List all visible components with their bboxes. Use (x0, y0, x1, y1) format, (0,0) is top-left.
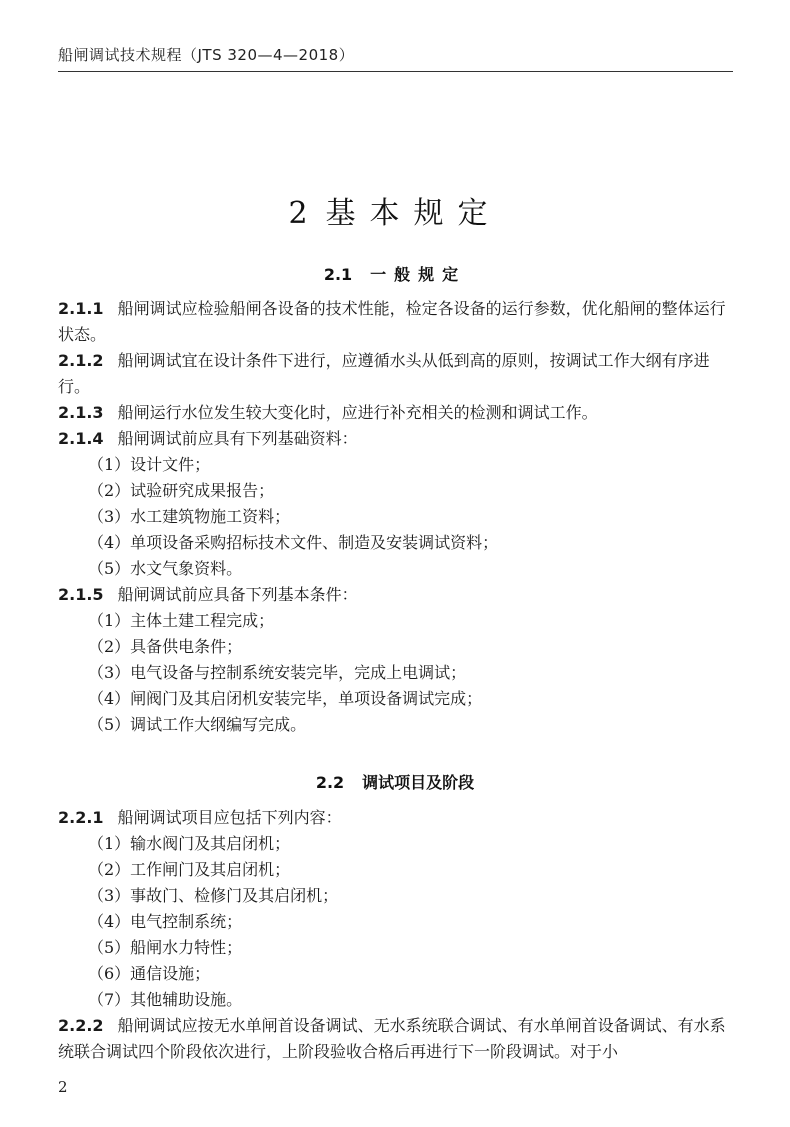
clause-text: 船闸调试应检验船闸各设备的技术性能，检定各设备的运行参数，优化船闸的整体运行状态。 (58, 299, 726, 344)
clause-number: 2.2.2 (58, 1016, 104, 1035)
clause-2-1-3 (58, 400, 738, 426)
list-item: （2）工作闸门及其启闭机； (88, 860, 291, 879)
section-heading-2-1 (0, 262, 790, 285)
list-item: （4）闸阀门及其启闭机安装完毕，单项设备调试完成； (88, 689, 483, 708)
list-item: （1）设计文件； (88, 455, 211, 474)
clause-2-2-1 (58, 805, 738, 831)
clause-text: 船闸调试前应具备下列基本条件： (117, 585, 358, 604)
clause-text: 船闸运行水位发生较大变化时，应进行补充相关的检测和调试工作。 (117, 403, 598, 422)
list-item: （1）输水阀门及其启闭机； (88, 834, 291, 853)
clause-text: 船闸调试宜在设计条件下进行，应遵循水头从低到高的原则，按调试工作大纲有序进行。 (58, 351, 710, 396)
list-item: （3）电气设备与控制系统安装完毕，完成上电调试； (88, 663, 467, 682)
header-rule (58, 71, 733, 72)
clause-number: 2.1.1 (58, 299, 104, 318)
clause-number: 2.1.5 (58, 585, 104, 604)
list-item: （2）具备供电条件； (88, 637, 243, 656)
page-number: 2 (58, 1078, 68, 1096)
list-item: （6）通信设施； (88, 964, 211, 983)
section-2-2-body (58, 805, 738, 1065)
section-heading-2-2 (0, 770, 790, 793)
chapter-title (0, 188, 790, 232)
clause-text: 船闸调试前应具有下列基础资料： (117, 429, 358, 448)
clause-2-1-5 (58, 582, 738, 608)
clause-text: 船闸调试应按无水单闸首设备调试、无水系统联合调试、有水单闸首设备调试、有水系统联合调试四个阶段依次进行，上阶段验收合格后再进行下一阶段调试。对于小 (58, 1016, 726, 1061)
section-2-1-body (58, 296, 738, 738)
clause-number: 2.2.1 (58, 808, 104, 827)
list-item: （3）水工建筑物施工资料； (88, 507, 291, 526)
list-item: （4）单项设备采购招标技术文件、制造及安装调试资料； (88, 533, 499, 552)
clause-2-2-2 (58, 1013, 738, 1065)
section-number: 2.2 (315, 773, 345, 792)
list-item: （5）水文气象资料。 (88, 559, 243, 578)
clause-number: 2.1.2 (58, 351, 104, 370)
clause-number: 2.1.3 (58, 403, 104, 422)
clause-number: 2.1.4 (58, 429, 104, 448)
list-item: （1）主体土建工程完成； (88, 611, 275, 630)
clause-2-1-1 (58, 296, 738, 348)
section-title: 一般规定 (370, 265, 467, 284)
list-item: （2）试验研究成果报告； (88, 481, 275, 500)
list-item: （5）船闸水力特性； (88, 938, 243, 957)
section-title: 调试项目及阶段 (362, 773, 475, 792)
clause-text: 船闸调试项目应包括下列内容： (117, 808, 342, 827)
list-item: （5）调试工作大纲编写完成。 (88, 715, 307, 734)
list-item: （3）事故门、检修门及其启闭机； (88, 886, 339, 905)
clause-2-1-4 (58, 426, 738, 452)
section-number: 2.1 (323, 265, 353, 284)
chapter-number: 2 (288, 196, 308, 231)
list-item: （4）电气控制系统； (88, 912, 243, 931)
running-header: 船闸调试技术规程（JTS 320—4—2018） (58, 46, 355, 64)
list-item: （7）其他辅助设施。 (88, 990, 243, 1009)
chapter-title-text: 基本规定 (325, 196, 502, 231)
clause-2-1-2 (58, 348, 738, 400)
